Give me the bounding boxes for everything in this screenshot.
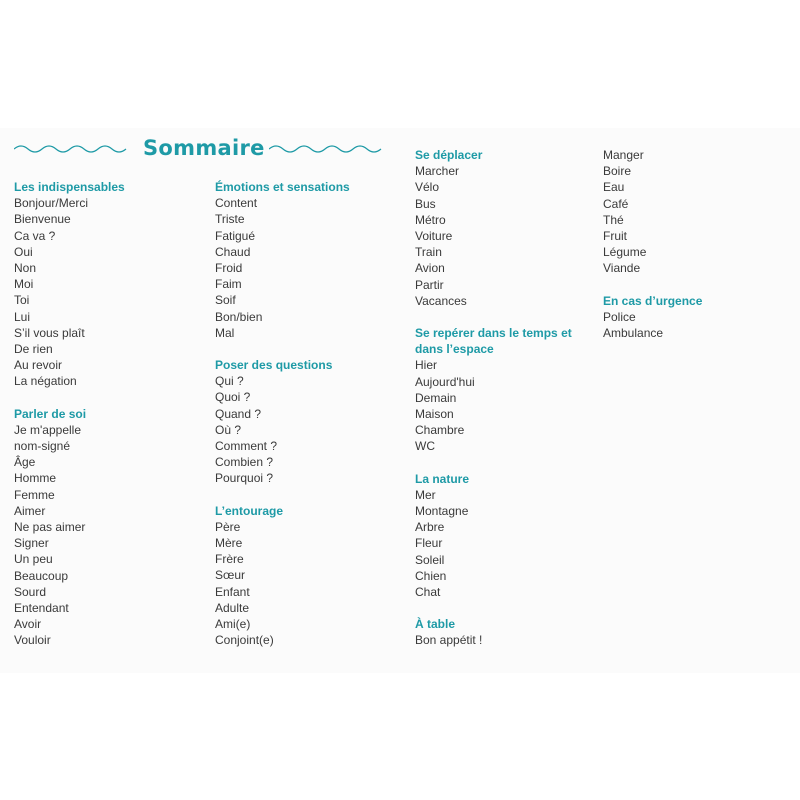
- list-item: Âge: [14, 455, 36, 470]
- list-item: Vacances: [415, 293, 467, 308]
- list-item: Quoi ?: [215, 390, 251, 405]
- list-item: Avion: [415, 261, 445, 276]
- toc-section: [215, 179, 400, 341]
- list-item: Soif: [215, 293, 236, 308]
- list-item: Non: [14, 261, 37, 276]
- section-title: Poser des questions: [215, 358, 333, 373]
- list-item: Fleur: [415, 536, 443, 551]
- section-title: Parler de soi: [14, 406, 87, 421]
- section-title: Les indispensables: [14, 180, 125, 194]
- section-item-list: [415, 357, 600, 454]
- list-item: Sœur: [215, 568, 245, 583]
- list-item: Chat: [415, 585, 441, 600]
- section-title: Émotions et sensations: [215, 180, 350, 194]
- list-item: WC: [415, 439, 435, 454]
- list-item: Viande: [603, 261, 641, 276]
- toc-section: [603, 147, 788, 277]
- list-item: Avoir: [14, 617, 42, 632]
- list-item: Adulte: [215, 600, 250, 615]
- page-title: Sommaire: [143, 136, 265, 160]
- list-item: Train: [415, 245, 442, 260]
- list-item: Ami(e): [215, 617, 251, 632]
- section-item-list: [14, 422, 199, 649]
- section-title: L’entourage: [215, 503, 284, 518]
- list-item: Police: [603, 309, 636, 324]
- list-item: Sourd: [14, 584, 47, 599]
- toc-section: [215, 357, 400, 487]
- wave-right-icon: [269, 143, 385, 155]
- list-item: Soleil: [415, 552, 445, 567]
- list-item: Homme: [14, 471, 57, 486]
- list-item: Quand ?: [215, 406, 262, 421]
- list-item: Ne pas aimer: [14, 520, 86, 535]
- list-item: Femme: [14, 487, 55, 502]
- list-item: Faim: [215, 277, 242, 292]
- list-item: Comment ?: [215, 439, 278, 454]
- list-item: Boire: [603, 164, 632, 179]
- section-title: Se repérer dans le temps et dans l’espace: [415, 326, 572, 357]
- toc-section: [415, 325, 600, 455]
- list-item: Montagne: [415, 504, 469, 519]
- column-4: [603, 147, 788, 341]
- wave-left-icon: [14, 143, 130, 155]
- column-3: [415, 147, 600, 649]
- list-item: Vélo: [415, 180, 440, 195]
- list-item: Mer: [415, 487, 436, 502]
- section-item-list: [603, 147, 788, 277]
- list-item: Mal: [215, 325, 235, 340]
- list-item: Fruit: [603, 229, 627, 244]
- list-item: Demain: [415, 390, 457, 405]
- list-item: Hier: [415, 358, 438, 373]
- column-2: [215, 179, 400, 648]
- section-title: La nature: [415, 471, 470, 486]
- list-item: Père: [215, 519, 241, 534]
- list-item: Triste: [215, 212, 245, 227]
- list-item: La négation: [14, 374, 77, 389]
- column-1: [14, 179, 199, 649]
- list-item: Bon appétit !: [415, 633, 483, 648]
- list-item: Froid: [215, 261, 243, 276]
- section-item-list: [603, 309, 788, 341]
- list-item: Voiture: [415, 229, 453, 244]
- list-item: Je m'appelle: [14, 422, 81, 437]
- toc-section: [603, 293, 788, 342]
- section-item-list: [215, 373, 400, 486]
- list-item: S’il vous plaît: [14, 325, 85, 340]
- list-item: Ambulance: [603, 326, 664, 341]
- section-item-list: [215, 195, 400, 341]
- list-item: Un peu: [14, 552, 53, 567]
- list-item: Aujourd'hui: [415, 374, 475, 389]
- list-item: Content: [215, 196, 258, 211]
- section-title: À table: [415, 617, 456, 632]
- list-item: Bon/bien: [215, 309, 263, 324]
- list-item: Beaucoup: [14, 568, 69, 583]
- list-item: Manger: [603, 148, 644, 162]
- toc-section: [415, 471, 600, 601]
- list-item: Eau: [603, 180, 625, 195]
- list-item: Vouloir: [14, 633, 51, 648]
- toc-section: [415, 147, 600, 309]
- list-item: Au revoir: [14, 358, 63, 373]
- toc-section: [415, 616, 600, 648]
- list-item: Oui: [14, 244, 33, 259]
- list-item: Ca va ?: [14, 228, 56, 243]
- list-item: Bonjour/Merci: [14, 196, 89, 211]
- list-item: Bus: [415, 196, 436, 211]
- list-item: Frère: [215, 552, 244, 567]
- list-item: Chien: [415, 568, 447, 583]
- list-item: Aimer: [14, 503, 46, 518]
- list-item: Moi: [14, 277, 34, 292]
- toc-section: [14, 406, 199, 649]
- list-item: Chaud: [215, 244, 251, 259]
- list-item: Maison: [415, 407, 454, 422]
- toc-section: [215, 503, 400, 649]
- list-item: Où ?: [215, 422, 242, 437]
- list-item: Signer: [14, 536, 49, 551]
- list-item: nom-signé: [14, 439, 71, 454]
- list-item: Bienvenue: [14, 212, 71, 227]
- list-item: Enfant: [215, 584, 250, 599]
- section-title: En cas d’urgence: [603, 293, 703, 308]
- list-item: Toi: [14, 293, 30, 308]
- list-item: Café: [603, 196, 629, 211]
- section-title: Se déplacer: [415, 148, 483, 162]
- list-item: Marcher: [415, 164, 460, 179]
- list-item: Entendant: [14, 601, 69, 616]
- list-item: Qui ?: [215, 374, 244, 389]
- toc-section: [14, 179, 199, 390]
- list-item: Arbre: [415, 520, 445, 535]
- list-item: Pourquoi ?: [215, 471, 274, 486]
- list-item: Lui: [14, 309, 31, 324]
- list-item: Métro: [415, 212, 446, 227]
- list-item: Thé: [603, 212, 624, 227]
- list-item: De rien: [14, 342, 53, 357]
- section-item-list: [14, 195, 199, 389]
- title-row: [14, 135, 384, 167]
- list-item: Combien ?: [215, 455, 274, 470]
- list-item: Partir: [415, 277, 444, 292]
- list-item: Conjoint(e): [215, 633, 274, 648]
- section-item-list: [415, 632, 600, 648]
- list-item: Légume: [603, 245, 647, 260]
- list-item: Mère: [215, 536, 243, 551]
- list-item: Fatigué: [215, 228, 256, 243]
- list-item: Chambre: [415, 423, 465, 438]
- section-item-list: [415, 163, 600, 309]
- section-item-list: [415, 487, 600, 600]
- section-item-list: [215, 519, 400, 649]
